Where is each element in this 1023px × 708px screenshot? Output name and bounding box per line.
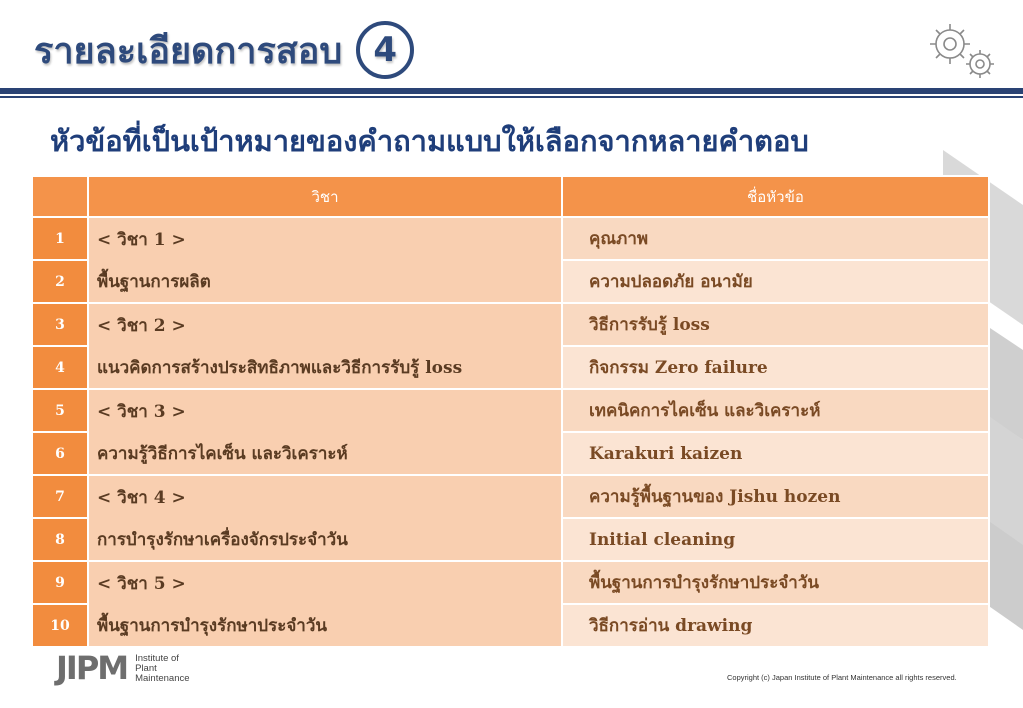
row-number: 8 bbox=[32, 518, 88, 561]
topic-cell: คุณภาพ bbox=[562, 217, 989, 260]
topic-cell: พื้นฐานการบำรุงรักษาประจำวัน bbox=[562, 561, 989, 604]
logo-line: Institute of bbox=[135, 653, 179, 664]
table-row bbox=[32, 217, 989, 260]
header-divider-thin bbox=[0, 96, 1023, 98]
table-row bbox=[32, 475, 989, 518]
topic-cell: วิธีการรับรู้ loss bbox=[562, 303, 989, 346]
topic-cell: กิจกรรม Zero failure bbox=[562, 346, 989, 389]
row-number: 6 bbox=[32, 432, 88, 475]
topic-cell: Initial cleaning bbox=[562, 518, 989, 561]
row-number: 1 bbox=[32, 217, 88, 260]
row-number: 5 bbox=[32, 389, 88, 432]
logo-line: Maintenance bbox=[135, 673, 190, 684]
topic-cell: ความรู้พื้นฐานของ Jishu hozen bbox=[562, 475, 989, 518]
topic-cell: ความปลอดภัย อนามัย bbox=[562, 260, 989, 303]
topic-cell: วิธีการอ่าน drawing bbox=[562, 604, 989, 647]
copyright-text: Copyright (c) Japan Institute of Plant Maintenance all rights reserved. bbox=[727, 673, 957, 682]
topic-cell: Karakuri kaizen bbox=[562, 432, 989, 475]
row-number: 2 bbox=[32, 260, 88, 303]
subject-name: ความรู้วิธีการไคเซ็น และวิเคราะห์ bbox=[97, 443, 348, 464]
table-header-row bbox=[32, 176, 989, 217]
subject-name: พื้นฐานการบำรุงรักษาประจำวัน bbox=[97, 615, 328, 636]
exam-topics-table bbox=[31, 175, 990, 648]
subject-code: < วิชา 3 > bbox=[97, 401, 186, 422]
subject-cell bbox=[88, 303, 562, 389]
table-row bbox=[32, 561, 989, 604]
jipm-logo bbox=[56, 649, 190, 687]
row-number: 10 bbox=[32, 604, 88, 647]
header-number bbox=[32, 176, 88, 217]
subject-code: < วิชา 1 > bbox=[97, 229, 186, 250]
gears-icon bbox=[922, 18, 1002, 84]
subject-code: < วิชา 2 > bbox=[97, 315, 186, 336]
page-subtitle: หัวข้อที่เป็นเป้าหมายของคำถามแบบให้เลือกจากหลายคำตอบ bbox=[50, 124, 809, 158]
topic-cell: เทคนิคการไคเซ็น และวิเคราะห์ bbox=[562, 389, 989, 432]
subject-name: การบำรุงรักษาเครื่องจักรประจำวัน bbox=[97, 529, 348, 550]
logo-line: Plant bbox=[135, 663, 157, 674]
table-row bbox=[32, 303, 989, 346]
row-number: 4 bbox=[32, 346, 88, 389]
header-topic: ชื่อหัวข้อ bbox=[562, 176, 989, 217]
table-row bbox=[32, 389, 989, 432]
subject-cell bbox=[88, 561, 562, 647]
subject-name: แนวคิดการสร้างประสิทธิภาพและวิธีการรับรู้ loss bbox=[97, 357, 463, 378]
subject-cell bbox=[88, 389, 562, 475]
row-number: 7 bbox=[32, 475, 88, 518]
row-number: 9 bbox=[32, 561, 88, 604]
header-subject: วิชา bbox=[88, 176, 562, 217]
subject-cell bbox=[88, 217, 562, 303]
page-title-text: รายละเอียดการสอบ bbox=[34, 30, 343, 72]
logo-text bbox=[135, 654, 189, 684]
subject-name: พื้นฐานการผลิต bbox=[97, 271, 211, 292]
logo-mark: JIPM bbox=[56, 649, 128, 687]
subject-cell bbox=[88, 475, 562, 561]
row-number: 3 bbox=[32, 303, 88, 346]
page-title bbox=[34, 20, 414, 80]
section-number-badge: 4 bbox=[356, 21, 414, 79]
subject-code: < วิชา 4 > bbox=[97, 487, 186, 508]
subject-code: < วิชา 5 > bbox=[97, 573, 186, 594]
header-divider-thick bbox=[0, 88, 1023, 94]
